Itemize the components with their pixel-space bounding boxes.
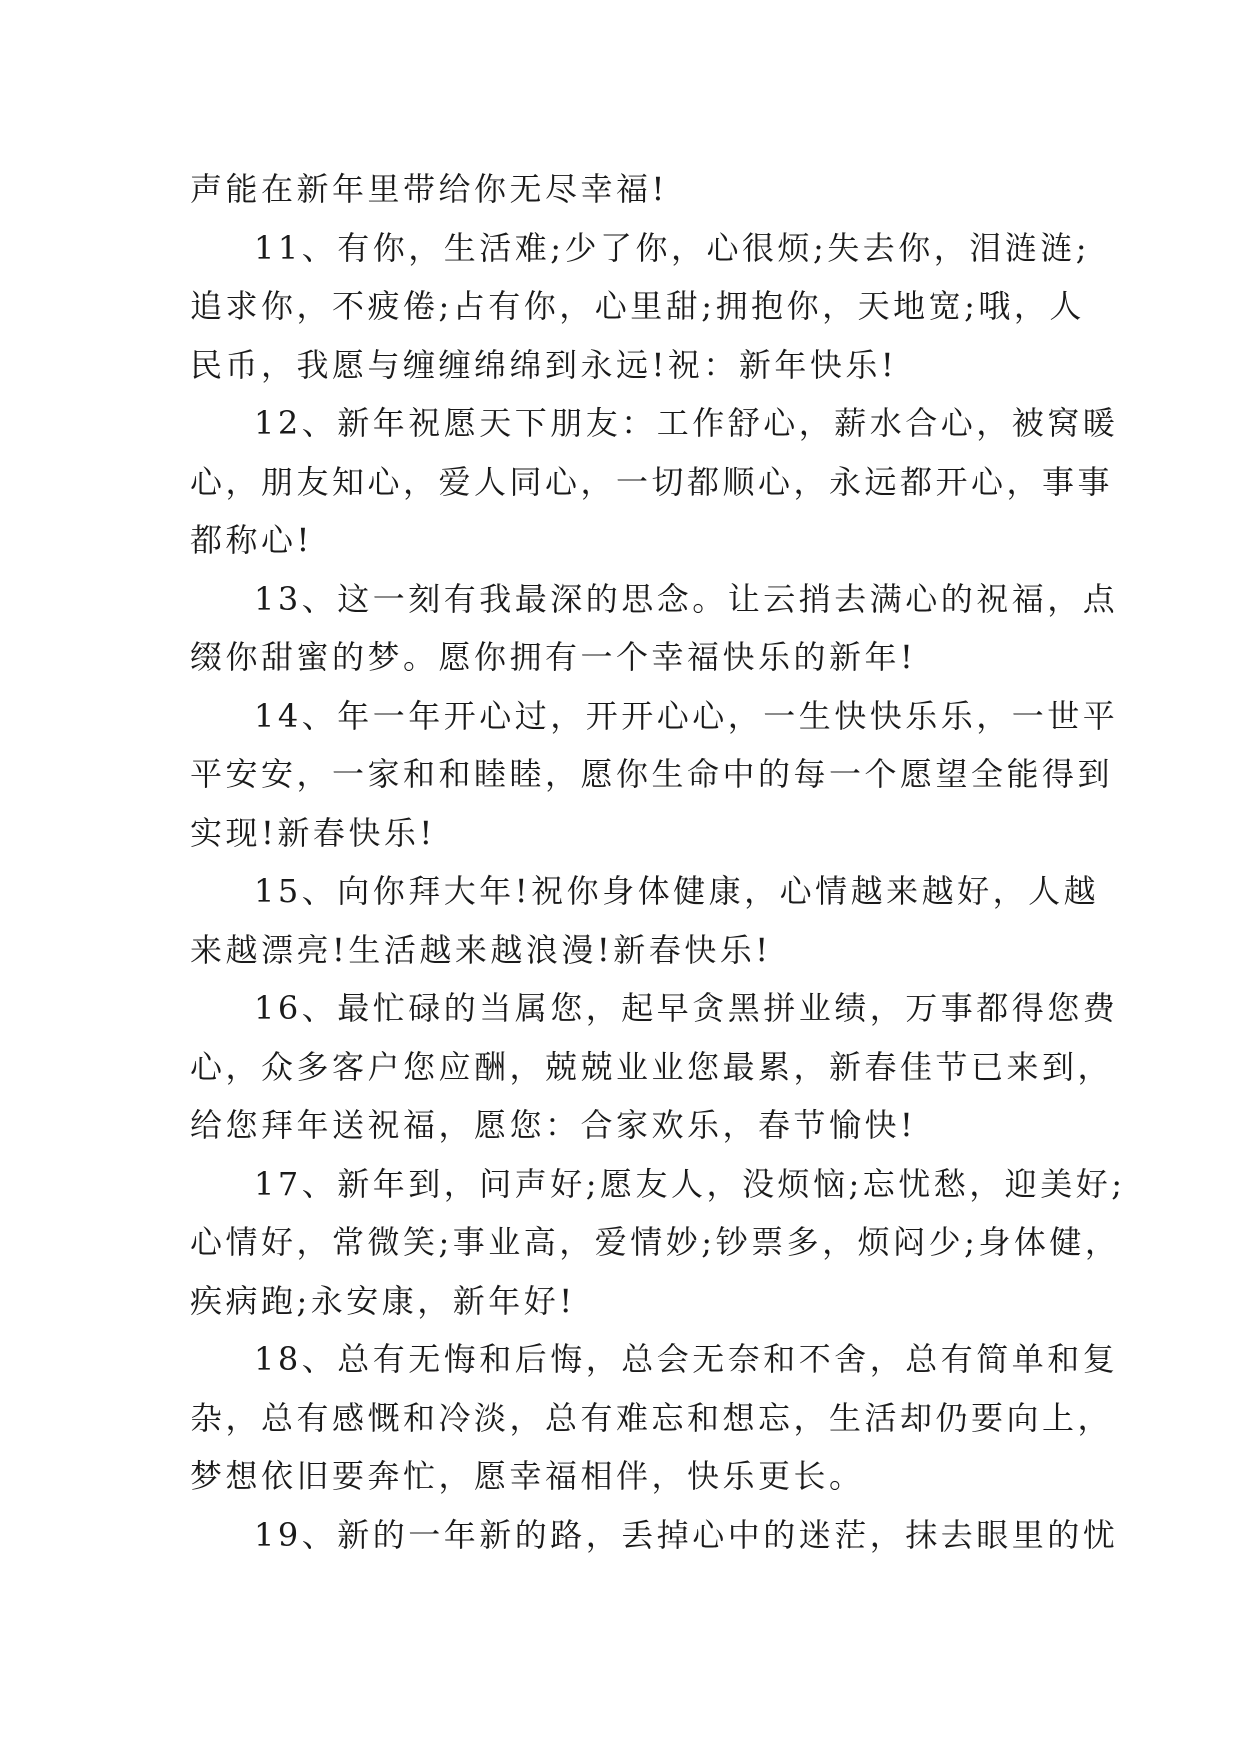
paragraph — [190, 1155, 1126, 1331]
text-line: 来越漂亮!生活越来越浪漫!新春快乐! — [190, 930, 772, 969]
text-line: 缀你甜蜜的梦。愿你拥有一个幸福快乐的新年! — [190, 638, 917, 676]
text-line: 实现!新春快乐! — [190, 813, 436, 852]
text-line: 声能在新年里带给你无尽幸福! — [190, 170, 668, 208]
text-line: 17、新年到，问声好;愿友人，没烦恼;忘忧愁，迎美好; — [254, 1164, 1126, 1203]
paragraph — [190, 570, 1119, 687]
text-line: 11、有你，生活难;少了你，心很烦;失去你，泪涟涟; — [254, 228, 1091, 267]
document-body — [190, 160, 1126, 1564]
text-line: 16、最忙碌的当属您，起早贪黑拼业绩，万事都得您费 — [254, 989, 1119, 1027]
text-line: 梦想依旧要奔忙，愿幸福相伴，快乐更长。 — [190, 1457, 865, 1495]
text-line: 19、新的一年新的路，丢掉心中的迷茫，抹去眼里的忧 — [254, 1515, 1119, 1554]
paragraph — [190, 979, 1119, 1155]
text-line: 都称心! — [190, 521, 313, 559]
text-line: 平安安，一家和和睦睦，愿你生命中的每一个愿望全能得到 — [190, 755, 1114, 793]
text-line: 18、总有无悔和后悔，总会无奈和不舍，总有简单和复 — [254, 1340, 1119, 1378]
text-line: 14、年一年开心过，开开心心，一生快快乐乐，一世平 — [254, 696, 1119, 735]
text-line: 心，朋友知心，爱人同心，一切都顺心，永远都开心，事事 — [190, 462, 1114, 501]
text-line: 15、向你拜大年!祝你身体健康，心情越来越好，人越 — [254, 872, 1100, 910]
text-line: 杂，总有感慨和冷淡，总有难忘和想忘，生活却仍要向上， — [190, 1398, 1114, 1437]
paragraph — [190, 687, 1119, 863]
paragraph — [190, 1330, 1119, 1506]
text-line: 给您拜年送祝福，愿您：合家欢乐，春节愉快! — [190, 1106, 917, 1144]
text-line: 心，众多客户您应酬，兢兢业业您最累，新春佳节已来到， — [190, 1047, 1114, 1086]
paragraph — [190, 160, 1050, 219]
paragraph — [190, 862, 1100, 979]
paragraph — [190, 1506, 1119, 1565]
text-line: 心情好，常微笑;事业高，爱情妙;钞票多，烦闷少;身体健， — [190, 1223, 1121, 1261]
text-line: 追求你，不疲倦;占有你，心里甜;拥抱你，天地宽;哦，人 — [190, 287, 1085, 325]
text-line: 13、这一刻有我最深的思念。让云捎去满心的祝福，点 — [254, 579, 1119, 618]
text-line: 12、新年祝愿天下朋友：工作舒心，薪水合心，被窝暖 — [254, 404, 1119, 442]
paragraph — [190, 219, 1091, 395]
text-line: 疾病跑;永安康，新年好! — [190, 1281, 576, 1320]
paragraph — [190, 394, 1119, 570]
text-line: 民币，我愿与缠缠绵绵到永远!祝：新年快乐! — [190, 345, 898, 384]
